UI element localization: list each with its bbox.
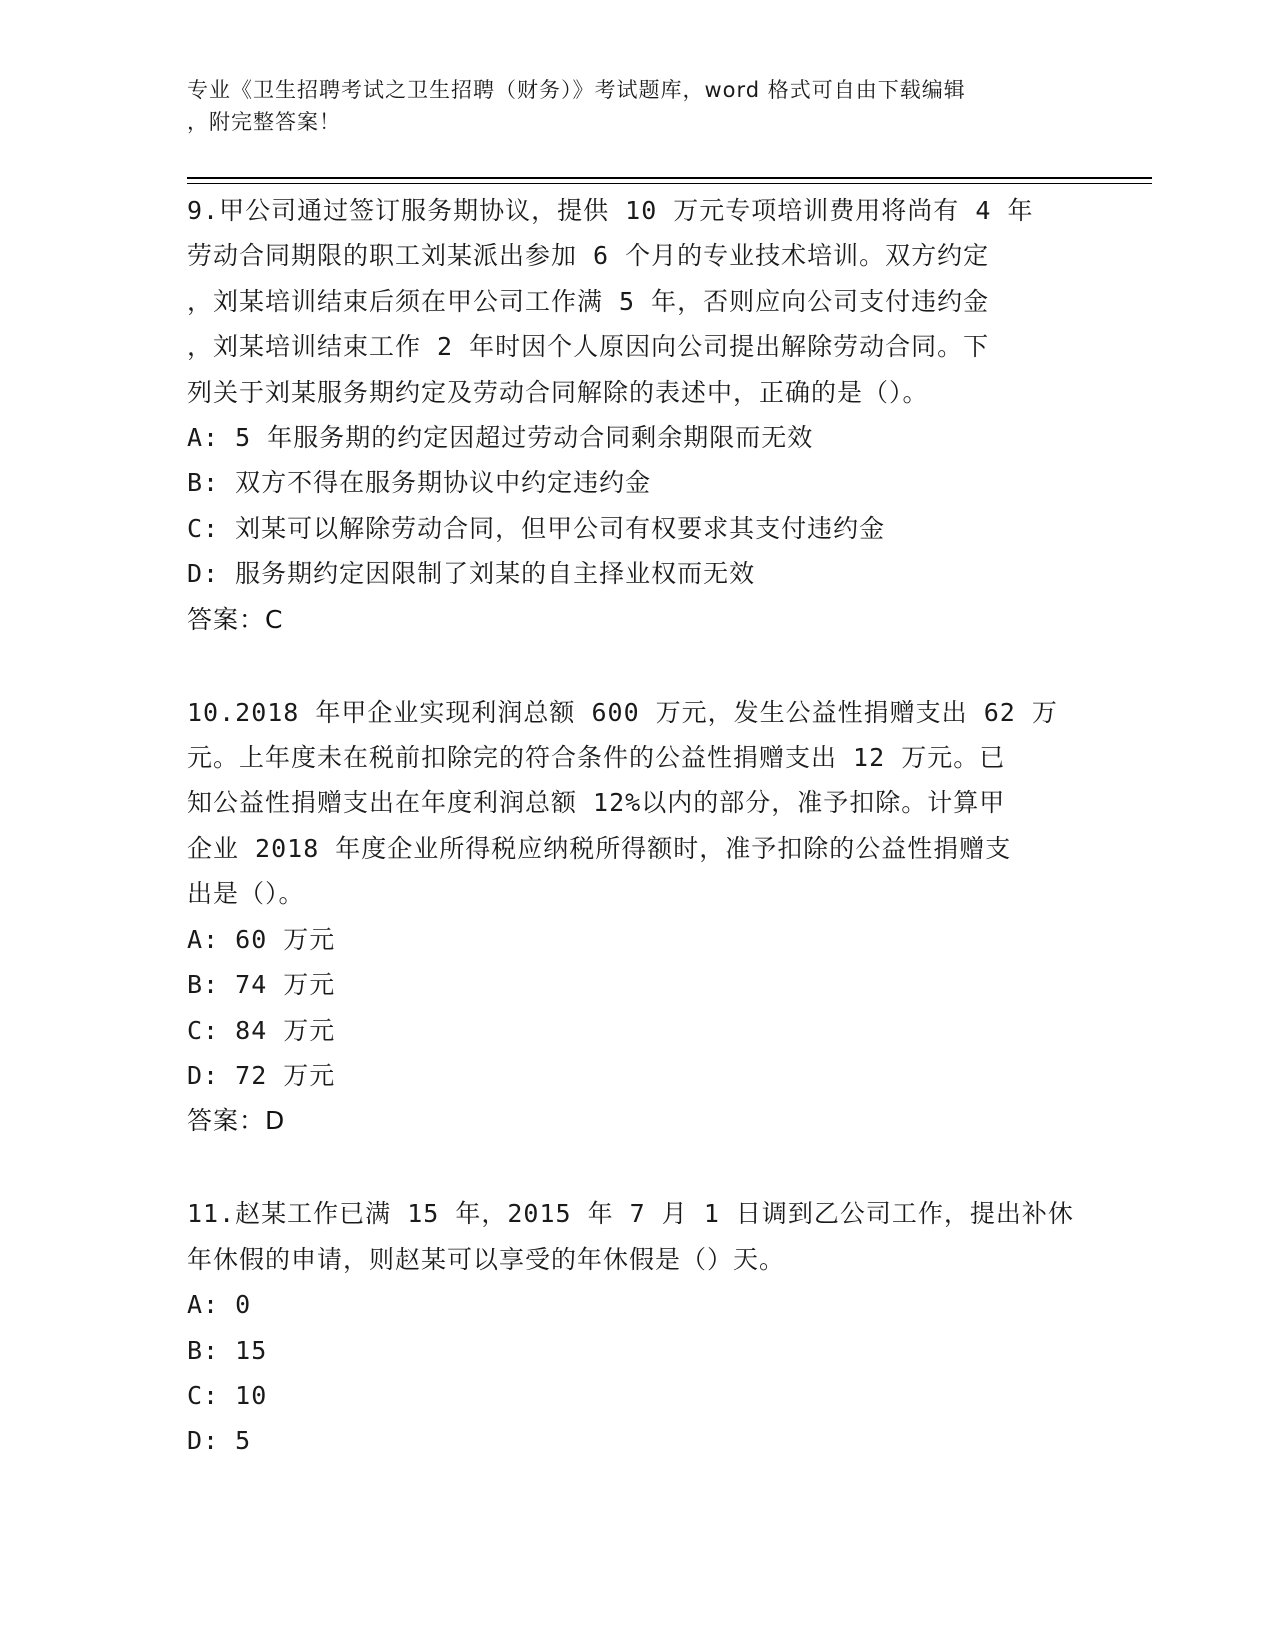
header-divider-thin (187, 183, 1152, 184)
question-11 (187, 1191, 1087, 1463)
question-stem-line: 劳动合同期限的职工刘某派出参加 6 个月的专业技术培训。双方约定 (187, 241, 990, 271)
option-d: D: 72 万元 (187, 1060, 336, 1090)
option-a: A: 5 年服务期的约定因超过劳动合同剩余期限而无效 (187, 423, 814, 453)
header-divider-thick (187, 177, 1152, 179)
header-line-2: ，附完整答案！ (187, 110, 341, 134)
option-a: A: 60 万元 (187, 924, 336, 954)
option-c: C: 10 (187, 1380, 268, 1410)
question-stem-line: 企业 2018 年度企业所得税应纳税所得额时，准予扣除的公益性捐赠支 (187, 833, 1012, 863)
option-c: C: 84 万元 (187, 1015, 336, 1045)
option-c: C: 刘某可以解除劳动合同，但甲公司有权要求其支付违约金 (187, 513, 886, 543)
option-d: D: 服务期约定因限制了刘某的自主择业权而无效 (187, 559, 756, 589)
question-stem-line: 11.赵某工作已满 15 年，2015 年 7 月 1 日调到乙公司工作，提出补休 (187, 1199, 1074, 1229)
option-b: B: 双方不得在服务期协议中约定违约金 (187, 468, 652, 498)
answer-label: 答案：C (187, 604, 284, 634)
question-stem-line: 列关于刘某服务期约定及劳动合同解除的表述中，正确的是（）。 (187, 377, 929, 407)
answer-label: 答案：D (187, 1106, 286, 1136)
question-stem-line: 知公益性捐赠支出在年度利润总额 12%以内的部分，准予扣除。计算甲 (187, 788, 1006, 818)
option-b: B: 74 万元 (187, 970, 336, 1000)
question-stem-line: 9.甲公司通过签订服务期协议，提供 10 万元专项培训费用将尚有 4 年 (187, 196, 1034, 225)
header-line-1: 专业《卫生招聘考试之卫生招聘（财务）》考试题库，word 格式可自由下载编辑 (187, 78, 966, 102)
document-header (187, 74, 1087, 138)
option-b: B: 15 (187, 1335, 268, 1365)
option-a: A: 0 (187, 1290, 252, 1320)
question-10 (187, 690, 1087, 1144)
question-stem-line: ，刘某培训结束工作 2 年时因个人原因向公司提出解除劳动合同。下 (187, 332, 990, 362)
question-list (187, 188, 1087, 1512)
question-stem-line: 年休假的申请，则赵某可以享受的年休假是（）天。 (187, 1244, 786, 1274)
question-9 (187, 188, 1087, 642)
question-stem-line: 10.2018 年甲企业实现利润总额 600 万元，发生公益性捐赠支出 62 万 (187, 697, 1058, 727)
option-d: D: 5 (187, 1426, 252, 1456)
question-stem-line: ，刘某培训结束后须在甲公司工作满 5 年，否则应向公司支付违约金 (187, 286, 990, 316)
question-stem-line: 元。上年度未在税前扣除完的符合条件的公益性捐赠支出 12 万元。已 (187, 743, 1006, 773)
question-stem-line: 出是（）。 (187, 879, 305, 909)
